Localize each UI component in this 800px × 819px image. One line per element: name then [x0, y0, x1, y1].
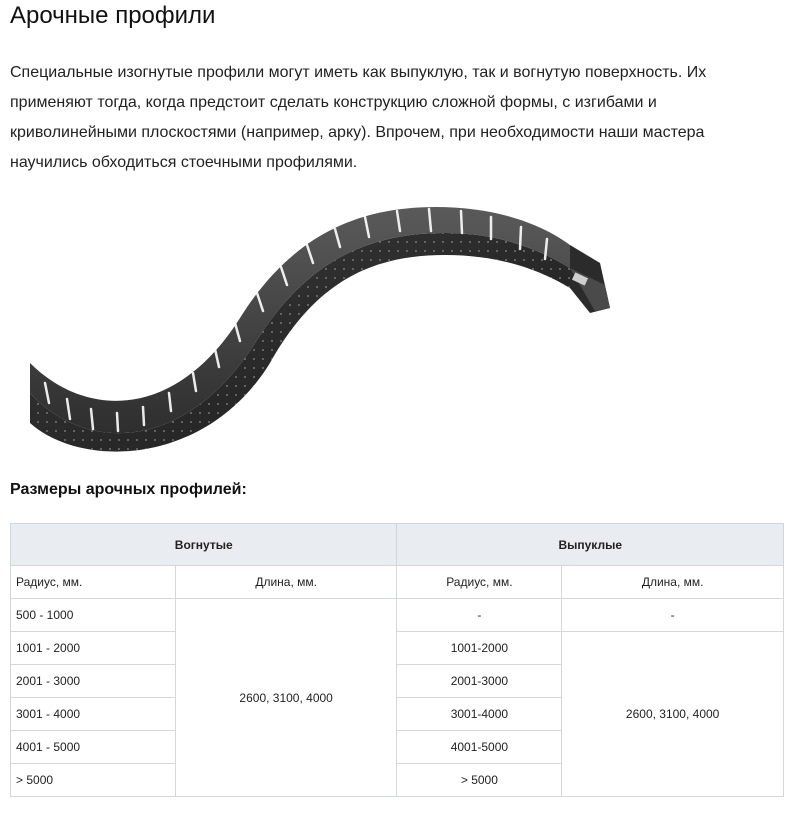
- convex-radius-cell: -: [397, 599, 562, 632]
- convex-radius-cell: 3001-4000: [397, 698, 562, 731]
- concave-length-cell: 2600, 3100, 4000: [175, 599, 397, 797]
- col-header-radius: Радиус, мм.: [397, 566, 562, 599]
- col-header-radius: Радиус, мм.: [11, 566, 176, 599]
- arched-profile-image: [25, 193, 625, 455]
- convex-radius-cell: 4001-5000: [397, 731, 562, 764]
- concave-radius-cell: 3001 - 4000: [11, 698, 176, 731]
- table-row: [11, 632, 784, 665]
- convex-radius-cell: 2001-3000: [397, 665, 562, 698]
- concave-radius-cell: 2001 - 3000: [11, 665, 176, 698]
- convex-radius-cell: > 5000: [397, 764, 562, 797]
- table-row: [11, 599, 784, 632]
- col-header-length: Длина, мм.: [562, 566, 784, 599]
- group-header-concave: Вогнутые: [11, 524, 397, 566]
- group-header-convex: Выпуклые: [397, 524, 784, 566]
- table-subtitle: Размеры арочных профилей:: [10, 481, 247, 498]
- convex-length-cell: 2600, 3100, 4000: [562, 632, 784, 797]
- concave-radius-cell: 500 - 1000: [11, 599, 176, 632]
- intro-paragraph: Специальные изогнутые профили могут иметь как выпуклую, так и вогнутую поверхность. Их применяют тогда, когда предстоит сделать конструкцию сложной формы, с изгибами и криволинейными плоскостями (например, арку). Впрочем, при необходимости наши мастера научились обходиться стоечными профилями.: [10, 64, 707, 171]
- convex-length-cell: -: [562, 599, 784, 632]
- col-header-length: Длина, мм.: [175, 566, 397, 599]
- concave-radius-cell: 4001 - 5000: [11, 731, 176, 764]
- concave-radius-cell: > 5000: [11, 764, 176, 797]
- page-title: Арочные профили: [10, 2, 216, 29]
- sizes-table: [10, 523, 784, 797]
- convex-radius-cell: 1001-2000: [397, 632, 562, 665]
- concave-radius-cell: 1001 - 2000: [11, 632, 176, 665]
